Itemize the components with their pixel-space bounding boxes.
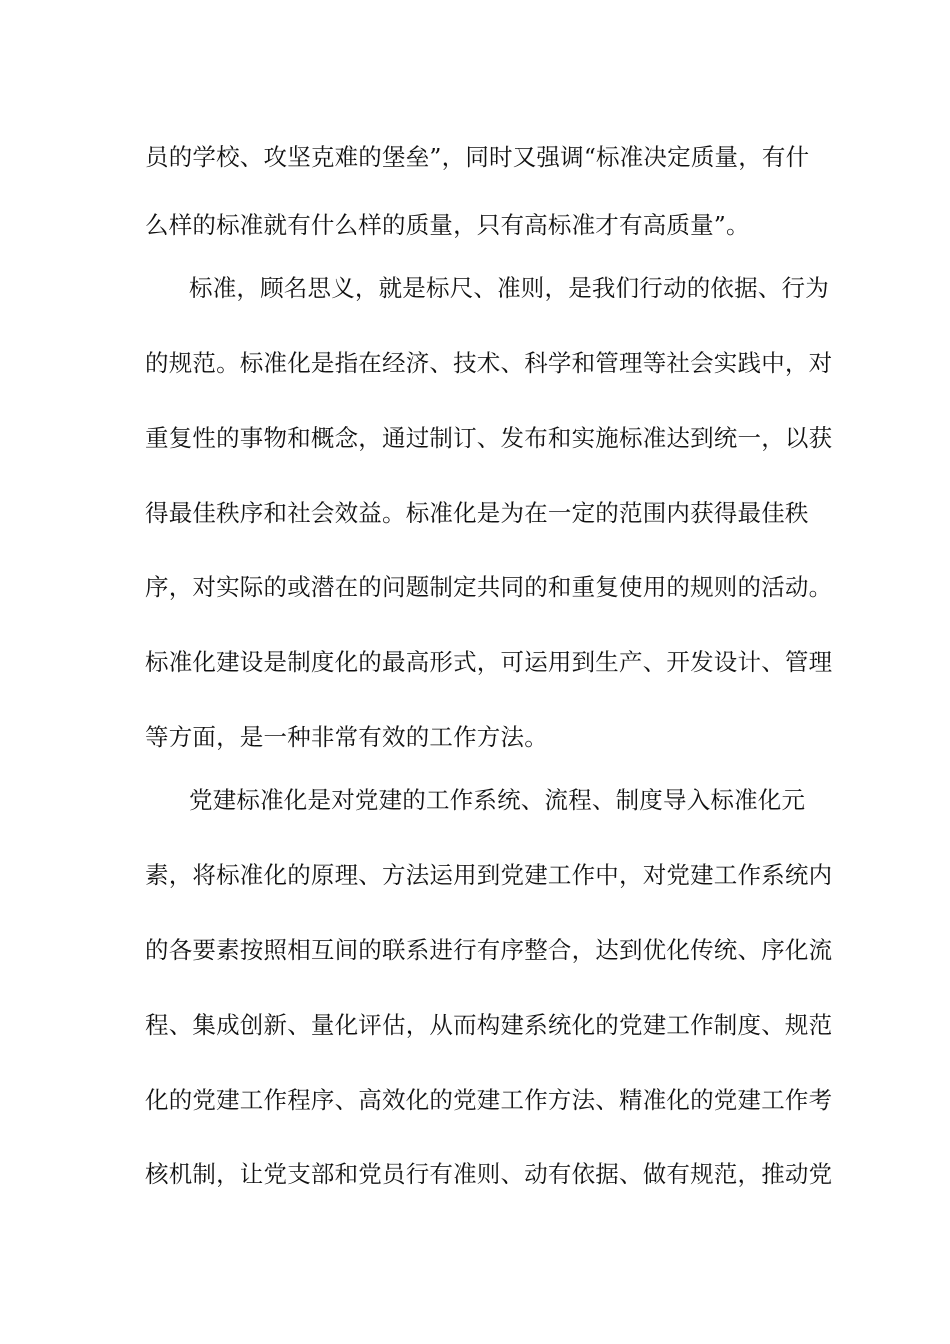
text-line: 核机制，让党支部和党员行有准则、动有依据、做有规范，推动党 xyxy=(145,1160,833,1188)
text-line: 标准化建设是制度化的最高形式，可运用到生产、开发设计、管理 xyxy=(145,648,833,676)
text-line: 程、集成创新、量化评估，从而构建系统化的党建工作制度、规范 xyxy=(145,1011,833,1039)
text-line: 的各要素按照相互间的联系进行有序整合，达到优化传统、序化流 xyxy=(145,936,833,964)
text-line: 员的学校、攻坚克难的堡垒”，同时又强调“标准决定质量，有什 xyxy=(145,143,810,171)
text-line: 序，对实际的或潜在的问题制定共同的和重复使用的规则的活动。 xyxy=(145,573,833,601)
paragraph-start-line: 标准，顾名思义，就是标尺、准则，是我们行动的依据、行为 xyxy=(189,274,829,302)
text-line: 素，将标准化的原理、方法运用到党建工作中，对党建工作系统内 xyxy=(145,861,833,889)
paragraph-start-line: 党建标准化是对党建的工作系统、流程、制度导入标准化元 xyxy=(189,786,806,814)
text-line: 重复性的事物和概念，通过制订、发布和实施标准达到统一，以获 xyxy=(145,424,833,452)
text-line: 化的党建工作程序、高效化的党建工作方法、精准化的党建工作考 xyxy=(145,1086,833,1114)
text-line: 得最佳秩序和社会效益。标准化是为在一定的范围内获得最佳秩 xyxy=(145,499,809,527)
text-line: 的规范。标准化是指在经济、技术、科学和管理等社会实践中，对 xyxy=(145,349,833,377)
text-line: 等方面，是一种非常有效的工作方法。 xyxy=(145,723,548,751)
text-line: 么样的标准就有什么样的质量，只有高标准才有高质量”。 xyxy=(145,211,750,239)
